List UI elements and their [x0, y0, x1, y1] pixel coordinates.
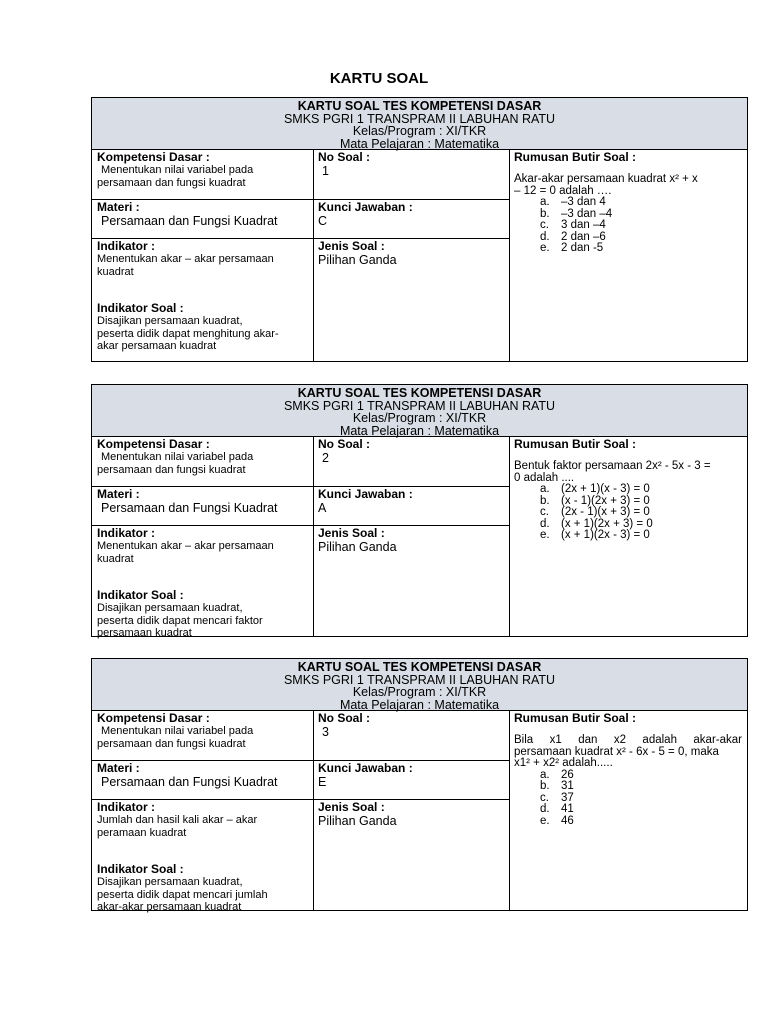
right-column	[509, 711, 747, 910]
middle-column	[313, 437, 510, 636]
no-soal-cell	[313, 711, 509, 760]
option-item: d. (x + 1)(2x + 3) = 0	[540, 517, 653, 530]
jenis-label: Jenis Soal :	[318, 239, 385, 253]
card-header-school: SMKS PGRI 1 TRANSPRAM II LABUHAN RATU	[283, 672, 556, 687]
no-soal-cell	[313, 437, 509, 486]
kompetensi-text: Menentukan nilai variabel pada	[101, 451, 254, 463]
indikator-label: Indikator :	[97, 800, 156, 814]
indikator-soal-text: Disajikan persamaan kuadrat,	[97, 876, 243, 888]
indikator-soal-text: akar persamaan kuadrat	[97, 340, 217, 352]
card-header-title: KARTU SOAL TES KOMPETENSI DASAR	[297, 99, 542, 113]
indikator-cell	[92, 525, 313, 639]
option-item: e. (x + 1)(2x - 3) = 0	[540, 529, 650, 541]
indikator-soal-text: peserta didik dapat mencari jumlah	[97, 888, 268, 901]
kompetensi-label: Kompetensi Dasar :	[97, 711, 210, 725]
indikator-soal-label: Indikator Soal :	[97, 862, 184, 876]
materi-label: Materi :	[97, 761, 140, 775]
card-header	[92, 98, 747, 150]
indikator-cell	[92, 238, 313, 361]
rumusan-cell	[509, 711, 747, 910]
indikator-soal-text: peserta didik dapat mencari faktor	[97, 614, 263, 627]
materi-text: Persamaan dan Fungsi Kuadrat	[101, 501, 278, 515]
indikator-text: Menentukan akar – akar persamaan	[97, 540, 274, 552]
middle-column	[313, 711, 510, 910]
indikator-label: Indikator :	[97, 239, 156, 253]
card-header-class: Kelas/Program : XI/TKR	[352, 685, 487, 699]
option-item: e. 46	[540, 814, 574, 827]
no-soal-label: No Soal :	[318, 437, 371, 451]
materi-label: Materi :	[97, 200, 140, 214]
indikator-soal-text: akar-akar persamaan kuadrat	[97, 901, 242, 913]
kunci-label: Kunci Jawaban :	[318, 761, 413, 775]
option-item: b. –3 dan –4	[540, 207, 613, 220]
card-header-class: Kelas/Program : XI/TKR	[352, 411, 487, 425]
kompetensi-cell	[92, 437, 313, 486]
no-soal-value: 3	[322, 725, 329, 739]
option-item: b. (x - 1)(2x + 3) = 0	[540, 494, 650, 507]
card-header-class: Kelas/Program : XI/TKR	[352, 124, 487, 138]
page-title: KARTU SOAL	[329, 70, 429, 87]
card-header-school: SMKS PGRI 1 TRANSPRAM II LABUHAN RATU	[283, 398, 556, 413]
option-item: c. (2x - 1)(x + 3) = 0	[540, 506, 650, 518]
card-header-subject: Mata Pelajaran : Matematika	[339, 136, 500, 151]
question-text: Akar-akar persamaan kuadrat x² + x – 12 = 0 adalah ….	[514, 173, 698, 197]
card-header-subject: Mata Pelajaran : Matematika	[339, 423, 500, 438]
option-item: c. 37	[540, 791, 574, 804]
materi-label: Materi :	[97, 487, 140, 501]
rumusan-label: Rumusan Butir Soal :	[514, 711, 637, 725]
materi-cell	[92, 486, 313, 525]
option-item: c. 3 dan –4	[540, 219, 606, 231]
rumusan-cell	[509, 437, 747, 636]
indikator-soal-label: Indikator Soal :	[97, 588, 184, 602]
indikator-cell	[92, 799, 313, 913]
kunci-value: E	[318, 775, 327, 789]
kompetensi-cell	[92, 150, 313, 199]
indikator-label: Indikator :	[97, 526, 156, 540]
rumusan-cell	[509, 150, 747, 361]
kunci-value: C	[318, 214, 328, 228]
card-header-subject: Mata Pelajaran : Matematika	[339, 697, 500, 712]
left-column	[92, 437, 314, 639]
option-list	[514, 197, 742, 255]
indikator-soal-text: persamaan kuadrat	[97, 627, 192, 639]
jenis-label: Jenis Soal :	[318, 800, 385, 814]
option-item: a. 26	[540, 768, 574, 781]
indikator-soal-label: Indikator Soal :	[97, 301, 184, 315]
kompetensi-text: persamaan dan fungsi kuadrat	[97, 737, 246, 750]
kunci-label: Kunci Jawaban :	[318, 487, 413, 501]
option-item: d. 41	[540, 803, 574, 815]
jenis-cell	[313, 525, 509, 636]
indikator-text: kuadrat	[97, 265, 134, 278]
no-soal-label: No Soal :	[318, 150, 371, 164]
question-text: Bentuk faktor persamaan 2x² - 5x - 3 = 0 adalah ....	[514, 460, 711, 484]
indikator-soal-text: peserta didik dapat menghitung akar-	[97, 327, 279, 340]
jenis-cell	[313, 238, 509, 361]
option-item: b. 31	[540, 780, 574, 792]
no-soal-label: No Soal :	[318, 711, 371, 725]
card-header-title: KARTU SOAL TES KOMPETENSI DASAR	[297, 660, 542, 674]
option-item: d. 2 dan –6	[540, 230, 606, 243]
middle-column	[313, 150, 510, 361]
kompetensi-label: Kompetensi Dasar :	[97, 437, 210, 451]
materi-cell	[92, 760, 313, 799]
right-column	[509, 437, 747, 636]
option-item: a. (2x + 1)(x - 3) = 0	[540, 483, 650, 495]
card-header	[92, 659, 747, 711]
no-soal-value: 2	[322, 451, 329, 465]
kunci-value: A	[318, 501, 327, 515]
indikator-soal-text: Disajikan persamaan kuadrat,	[97, 315, 243, 327]
indikator-text: Menentukan akar – akar persamaan	[97, 253, 274, 265]
card-header-title: KARTU SOAL TES KOMPETENSI DASAR	[297, 386, 542, 400]
kompetensi-text: persamaan dan fungsi kuadrat	[97, 463, 246, 476]
kunci-cell	[313, 486, 509, 525]
indikator-soal-text: Disajikan persamaan kuadrat,	[97, 602, 243, 614]
kompetensi-text: Menentukan nilai variabel pada	[101, 164, 254, 176]
no-soal-value: 1	[322, 164, 329, 178]
kunci-cell	[313, 760, 509, 799]
kompetensi-label: Kompetensi Dasar :	[97, 150, 210, 164]
materi-cell	[92, 199, 313, 238]
jenis-value: Pilihan Ganda	[318, 540, 397, 554]
materi-text: Persamaan dan Fungsi Kuadrat	[101, 214, 278, 228]
question-text: Bila x1 dan x2 adalah akar-akar persamaan kuadrat x² - 6x - 5 = 0, maka x1² + x2² adalah.....	[514, 734, 742, 769]
jenis-label: Jenis Soal :	[318, 526, 385, 540]
jenis-value: Pilihan Ganda	[318, 814, 397, 828]
card-header-school: SMKS PGRI 1 TRANSPRAM II LABUHAN RATU	[283, 111, 556, 126]
option-item: a. –3 dan 4	[540, 196, 606, 208]
card-header	[92, 385, 747, 437]
option-list	[514, 484, 742, 542]
jenis-cell	[313, 799, 509, 910]
rumusan-label: Rumusan Butir Soal :	[514, 150, 637, 164]
left-column	[92, 711, 314, 913]
kunci-cell	[313, 199, 509, 238]
question-card-3	[91, 658, 748, 911]
indikator-text: Jumlah dan hasil kali akar – akar	[97, 814, 258, 826]
indikator-text: peramaan kuadrat	[97, 826, 187, 839]
option-list	[514, 770, 742, 828]
rumusan-label: Rumusan Butir Soal :	[514, 437, 637, 451]
kunci-label: Kunci Jawaban :	[318, 200, 413, 214]
indikator-text: kuadrat	[97, 552, 134, 565]
no-soal-cell	[313, 150, 509, 199]
question-card-2	[91, 384, 748, 637]
option-item: e. 2 dan -5	[540, 242, 604, 254]
right-column	[509, 150, 747, 361]
kompetensi-text: persamaan dan fungsi kuadrat	[97, 176, 246, 189]
materi-text: Persamaan dan Fungsi Kuadrat	[101, 775, 278, 789]
left-column	[92, 150, 314, 361]
kompetensi-text: Menentukan nilai variabel pada	[101, 725, 254, 737]
jenis-value: Pilihan Ganda	[318, 253, 397, 267]
question-card-1	[91, 97, 748, 362]
kompetensi-cell	[92, 711, 313, 760]
